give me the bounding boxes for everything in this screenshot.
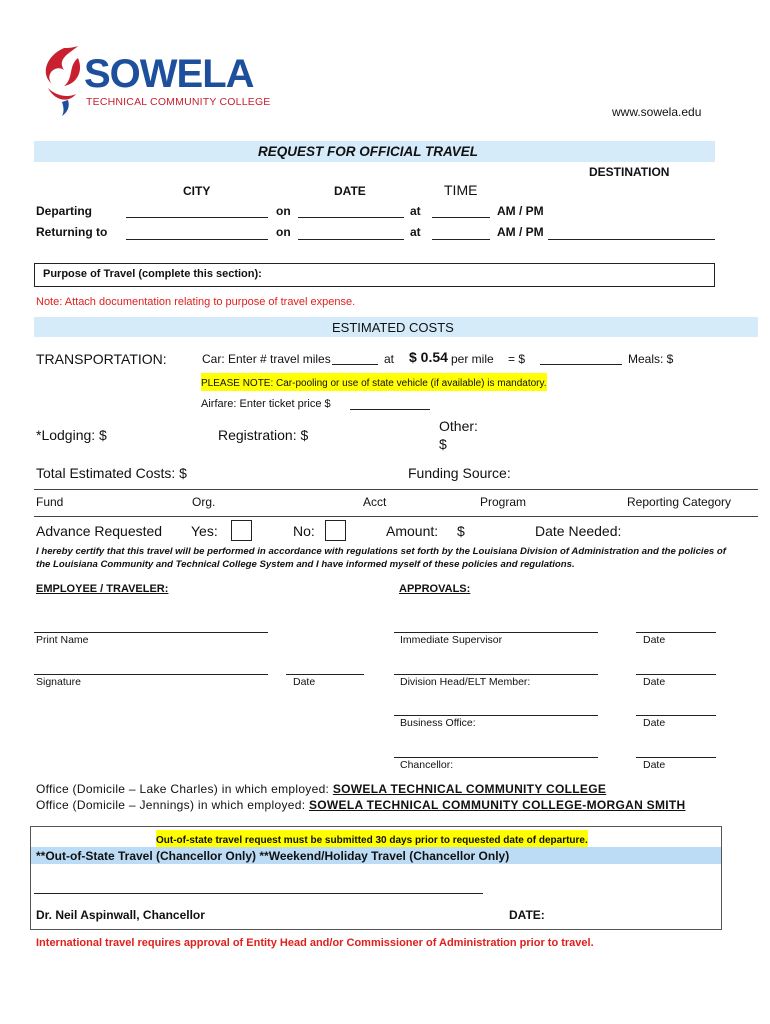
division-head-date-field[interactable] xyxy=(636,674,716,675)
amount-dollar: $ xyxy=(457,523,465,539)
division-head-date-label: Date xyxy=(643,676,666,688)
total-label: Total Estimated Costs: $ xyxy=(36,465,187,481)
signature-field[interactable] xyxy=(34,674,268,675)
col-city: CITY xyxy=(183,184,211,198)
returning-label: Returning to xyxy=(36,225,108,239)
business-office-label: Business Office: xyxy=(400,717,476,729)
reporting-label: Reporting Category xyxy=(627,495,732,509)
carpool-note xyxy=(201,373,547,391)
college-logo xyxy=(34,44,271,116)
business-office-date-field[interactable] xyxy=(636,715,716,716)
chancellor-date-label: Date xyxy=(643,759,666,771)
domicile-lake-charles xyxy=(36,782,606,796)
col-date: DATE xyxy=(334,184,366,198)
returning-at: at xyxy=(410,225,421,239)
chancellor-date-label-bottom: DATE: xyxy=(509,908,545,922)
approvals-heading: APPROVALS: xyxy=(399,583,471,595)
logo-wordmark: SOWELA xyxy=(84,52,254,96)
logo-subtitle: TECHNICAL COMMUNITY COLLEGE xyxy=(86,96,271,108)
advance-label: Advance Requested xyxy=(36,523,163,539)
signature-label: Signature xyxy=(36,676,81,688)
returning-on: on xyxy=(276,225,291,239)
employee-heading: EMPLOYEE / TRAVELER: xyxy=(36,583,169,595)
chancellor-field[interactable] xyxy=(394,757,598,758)
car-at: at xyxy=(384,352,395,366)
no-label: No: xyxy=(293,523,315,539)
departing-time-field[interactable] xyxy=(432,217,490,218)
acct-label: Acct xyxy=(363,495,387,509)
col-destination: DESTINATION xyxy=(589,165,670,179)
division-head-field[interactable] xyxy=(394,674,598,675)
airfare-label: Airfare: Enter ticket price $ xyxy=(201,398,331,410)
signature-date-field[interactable] xyxy=(286,674,364,675)
amount-label: Amount: xyxy=(386,523,439,539)
departing-label: Departing xyxy=(36,204,93,218)
returning-time-field[interactable] xyxy=(432,239,490,240)
returning-date-field[interactable] xyxy=(298,239,404,240)
departing-on: on xyxy=(276,204,291,218)
purpose-label: Purpose of Travel (complete this section): xyxy=(43,268,262,280)
business-office-field[interactable] xyxy=(394,715,598,716)
chancellor-date-field[interactable] xyxy=(636,757,716,758)
chancellor-label: Chancellor: xyxy=(400,759,454,771)
out-of-state-notice-text: Out-of-state travel request must be submitted 30 days prior to requested date of departure. xyxy=(156,835,588,846)
certification-text: I hereby certify that this travel will be performed in accordance with regulations set forth by the Louisiana Division of Administration and the policies of the Louisiana Community and Technical College System and I have informed myself of these policies and regulations. xyxy=(36,546,726,570)
departing-at: at xyxy=(410,204,421,218)
registration-label: Registration: $ xyxy=(218,427,309,443)
domicile-lake-charles-value: SOWELA TECHNICAL COMMUNITY COLLEGE xyxy=(332,782,607,796)
miles-field[interactable] xyxy=(332,364,378,365)
purpose-note: Note: Attach documentation relating to purpose of travel expense. xyxy=(36,296,356,308)
lodging-label: *Lodging: $ xyxy=(36,427,107,443)
yes-label: Yes: xyxy=(191,523,218,539)
col-time: TIME xyxy=(444,182,478,198)
divider-account-bottom xyxy=(34,516,758,517)
car-total-field[interactable] xyxy=(540,364,622,365)
division-head-label: Division Head/ELT Member: xyxy=(400,676,531,688)
divider-account-top xyxy=(34,489,758,490)
domicile-jennings-value: SOWELA TECHNICAL COMMUNITY COLLEGE-MORGAN SMITH xyxy=(308,798,686,812)
signature-date-label: Date xyxy=(293,676,316,688)
meals-label: Meals: $ xyxy=(628,352,674,366)
program-label: Program xyxy=(480,495,527,509)
no-checkbox[interactable] xyxy=(325,520,346,541)
per-mile: per mile xyxy=(451,352,494,366)
form-title: REQUEST FOR OFFICIAL TRAVEL xyxy=(258,144,479,159)
returning-city-field[interactable] xyxy=(126,239,268,240)
supervisor-field[interactable] xyxy=(394,632,598,633)
chancellor-signature-field[interactable] xyxy=(34,893,483,894)
destination-field[interactable] xyxy=(548,239,715,240)
international-note: International travel requires approval of Entity Head and/or Commissioner of Administration prior to travel. xyxy=(36,937,594,949)
transportation-label: TRANSPORTATION: xyxy=(36,351,167,367)
costs-heading: ESTIMATED COSTS xyxy=(332,320,454,335)
print-name-field[interactable] xyxy=(34,632,268,633)
domicile-jennings-prefix: Office (Domicile – Jennings) in which employed: xyxy=(36,798,309,812)
mileage-rate: $ 0.54 xyxy=(409,349,448,365)
org-label: Org. xyxy=(192,495,216,509)
other-dollar: $ xyxy=(439,436,447,452)
supervisor-label: Immediate Supervisor xyxy=(400,634,503,646)
out-of-state-heading: **Out-of-State Travel (Chancellor Only) **Weekend/Holiday Travel (Chancellor Only) xyxy=(36,849,510,863)
business-office-date-label: Date xyxy=(643,717,666,729)
departing-city-field[interactable] xyxy=(126,217,268,218)
airfare-field[interactable] xyxy=(350,409,430,410)
date-needed-label: Date Needed: xyxy=(535,523,622,539)
domicile-lake-charles-prefix: Office (Domicile – Lake Charles) in which employed: xyxy=(36,782,333,796)
fund-label: Fund xyxy=(36,495,64,509)
supervisor-date-label: Date xyxy=(643,634,666,646)
other-label: Other: xyxy=(439,418,478,434)
carpool-note-text: PLEASE NOTE: Car-pooling or use of state vehicle (if available) is mandatory. xyxy=(201,378,547,389)
funding-label: Funding Source: xyxy=(408,465,511,481)
website-link[interactable]: www.sowela.edu xyxy=(612,105,702,119)
yes-checkbox[interactable] xyxy=(231,520,252,541)
supervisor-date-field[interactable] xyxy=(636,632,716,633)
car-label: Car: Enter # travel miles xyxy=(202,352,331,366)
print-name-label: Print Name xyxy=(36,634,89,646)
out-of-state-notice xyxy=(156,830,588,848)
chancellor-name: Dr. Neil Aspinwall, Chancellor xyxy=(36,908,205,922)
returning-ampm: AM / PM xyxy=(497,225,544,239)
car-equals: = $ xyxy=(508,352,526,366)
departing-ampm: AM / PM xyxy=(497,204,544,218)
domicile-jennings xyxy=(36,798,686,812)
departing-date-field[interactable] xyxy=(298,217,404,218)
